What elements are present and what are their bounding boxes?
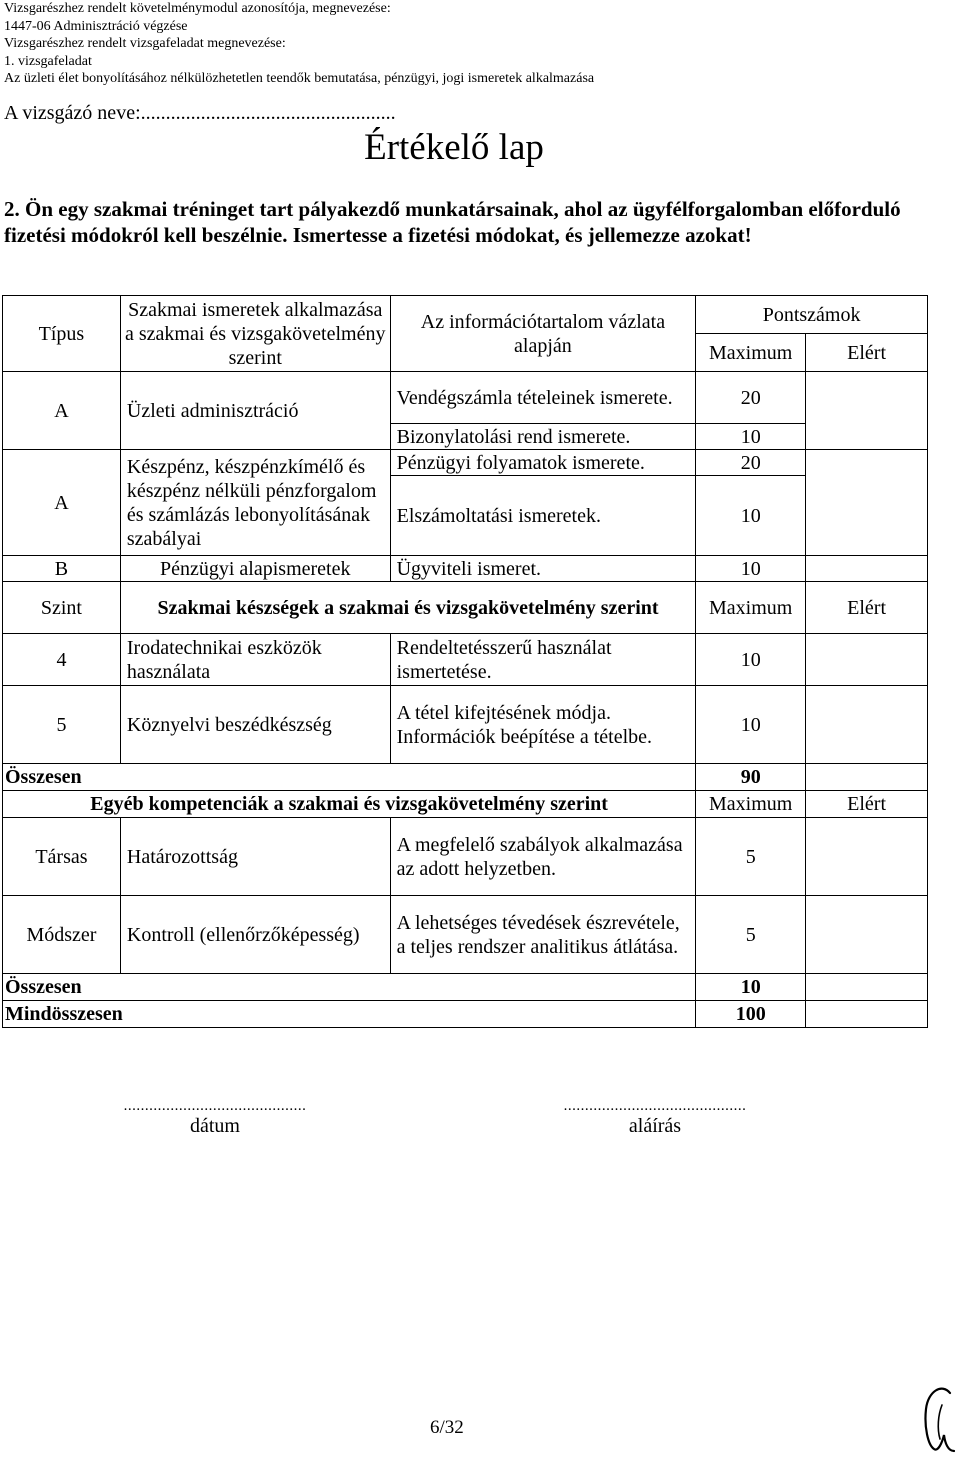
row-type: A (3, 372, 121, 450)
header-line: Vizsgarészhez rendelt követelménymodul azonosítója, megnevezése: (4, 1, 391, 16)
header-level: Szint (3, 582, 121, 634)
signature-dotted-line: ........................................... (563, 1098, 747, 1114)
row-type: A (3, 450, 121, 556)
grand-total-achieved (806, 1001, 928, 1028)
row-topic: Pénzügyi alapismeretek (120, 556, 390, 582)
header-achieved: Elért (806, 791, 928, 818)
row-level: 4 (3, 634, 121, 686)
row-achieved (806, 372, 928, 450)
header-type: Típus (3, 296, 121, 372)
signature-block (515, 1098, 795, 1138)
header-knowledge: Szakmai ismeretek alkalmazása a szakmai és vizsgakövetelmény szerint (120, 296, 390, 372)
row-type: Módszer (3, 896, 121, 974)
row-max: 10 (696, 686, 806, 764)
date-block (75, 1098, 355, 1138)
row-info: Pénzügyi folyamatok ismerete. (390, 450, 696, 476)
header-achieved: Elért (806, 334, 928, 372)
row-achieved (806, 818, 928, 896)
evaluation-table (2, 295, 928, 1028)
row-competency: Kontroll (ellenőrzőképesség) (120, 896, 390, 974)
subtotal-value: 90 (696, 764, 806, 791)
initials-signature (920, 1385, 956, 1455)
header-line: 1. vizsgafeladat (4, 53, 92, 69)
grand-total-value: 100 (696, 1001, 806, 1028)
row-info: A lehetséges tévedések észrevétele, a teljes rendszer analitikus átlátása. (390, 896, 696, 974)
header-maximum: Maximum (696, 791, 806, 818)
page-number: 6/32 (430, 1417, 464, 1438)
row-achieved (806, 634, 928, 686)
task-description: 2. Ön egy szakmai tréninget tart pályakezdő munkatársainak, ahol az ügyfélforgalomban előforduló fizetési módokról kell beszélnie. Ismertesse a fizetési módokat, és jellemezze azokat! (4, 197, 901, 247)
subtotal-achieved (806, 764, 928, 791)
header-line: 1447-06 Adminisztráció végzése (4, 18, 188, 34)
header-skills: Szakmai készségek a szakmai és vizsgakövetelmény szerint (120, 582, 695, 634)
row-info: Vendégszámla tételeinek ismerete. (390, 372, 696, 424)
row-max: 10 (696, 476, 806, 556)
signature-label: aláírás (628, 1115, 682, 1137)
row-max: 10 (696, 424, 806, 450)
row-type: B (3, 556, 121, 582)
row-max: 5 (696, 818, 806, 896)
row-max: 10 (696, 556, 806, 582)
header-achieved: Elért (806, 582, 928, 634)
row-info: Elszámoltatási ismeretek. (390, 476, 696, 556)
row-info: Bizonylatolási rend ismerete. (390, 424, 696, 450)
row-achieved (806, 686, 928, 764)
header-other-competencies: Egyéb kompetenciák a szakmai és vizsgakövetelmény szerint (3, 791, 696, 818)
row-info: Ügyviteli ismeret. (390, 556, 696, 582)
row-info: A megfelelő szabályok alkalmazása az adott helyzetben. (390, 818, 696, 896)
subtotal-achieved (806, 974, 928, 1001)
row-info: A tétel kifejtésének módja. Információk beépítése a tételbe. (390, 686, 696, 764)
row-achieved (806, 556, 928, 582)
date-dotted-line: ........................................... (123, 1098, 307, 1114)
header-line: Az üzleti élet bonyolításához nélkülözhetetlen teendők bemutatása, pénzügyi, jogi ismeretek alkalmazása (4, 71, 595, 86)
header-info: Az információtartalom vázlata alapján (390, 296, 696, 372)
header-maximum: Maximum (696, 334, 806, 372)
row-skill: Irodatechnikai eszközök használata (120, 634, 390, 686)
date-label: dátum (190, 1115, 240, 1137)
subtotal-label: Összesen (3, 764, 696, 791)
row-topic: Készpénz, készpénzkímélő és készpénz nélküli pénzforgalom és számlázás lebonyolításának szabályai (120, 450, 390, 556)
row-achieved (806, 896, 928, 974)
row-max: 20 (696, 450, 806, 476)
row-max: 20 (696, 372, 806, 424)
page-title: Értékelő lap (364, 127, 544, 168)
document-header (4, 0, 594, 88)
header-line: Vizsgarészhez rendelt vizsgafeladat megnevezése: (4, 36, 286, 51)
row-achieved (806, 450, 928, 556)
row-competency: Határozottság (120, 818, 390, 896)
row-skill: Köznyelvi beszédkészség (120, 686, 390, 764)
subtotal-label: Összesen (3, 974, 696, 1001)
row-level: 5 (3, 686, 121, 764)
row-info: Rendeltetésszerű használat ismertetése. (390, 634, 696, 686)
row-type: Társas (3, 818, 121, 896)
header-maximum: Maximum (696, 582, 806, 634)
row-max: 10 (696, 634, 806, 686)
row-topic: Üzleti adminisztráció (120, 372, 390, 450)
header-points: Pontszámok (696, 296, 928, 334)
grand-total-label: Mindösszesen (3, 1001, 696, 1028)
row-max: 5 (696, 896, 806, 974)
examinee-name-line: A vizsgázó neve:................................................... (4, 102, 396, 124)
subtotal-value: 10 (696, 974, 806, 1001)
